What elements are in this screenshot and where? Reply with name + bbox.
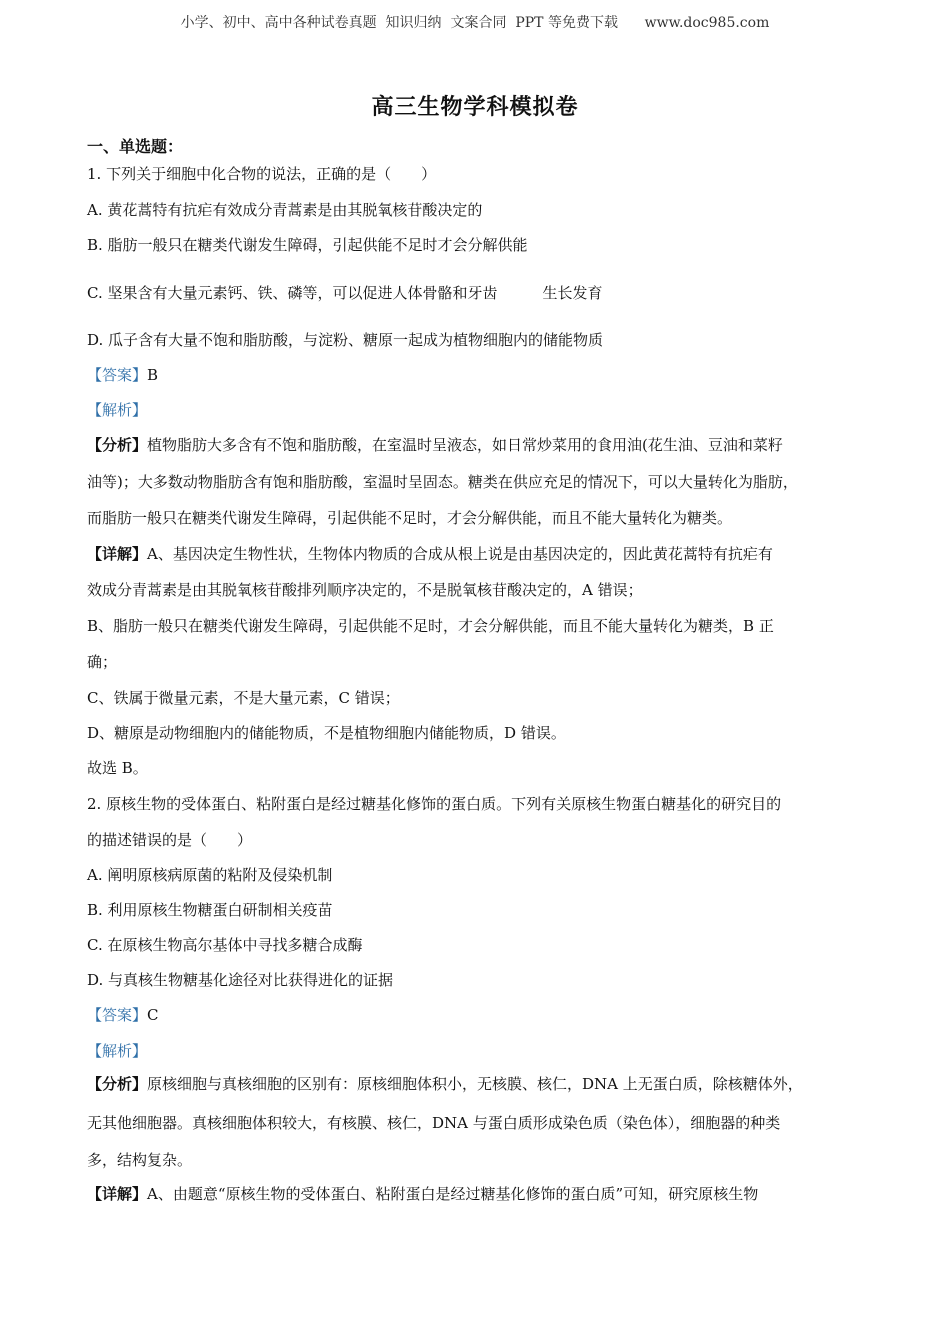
q1-option-d: D. 瓜子含有大量不饱和脂肪酸，与淀粉、糖原一起成为植物细胞内的储能物质 [87, 331, 604, 349]
answer-tag: 【答案】 [87, 366, 148, 384]
q1-option-b: B. 脂肪一般只在糖类代谢发生障碍，引起供能不足时才会分解供能 [87, 236, 528, 254]
detail-text: A、由题意“原核生物的受体蛋白、粘附蛋白是经过糖基化修饰的蛋白质”可知，研究原核生物 [147, 1185, 759, 1203]
q1-analysis-line: 油等)；大多数动物脂肪含有饱和脂肪酸，室温时呈固态。糖类在供应充足的情况下，可以大量转化为脂肪， [87, 473, 798, 491]
q2-stem: 的描述错误的是（ ） [87, 831, 253, 849]
q2-stem: 2. 原核生物的受体蛋白、粘附蛋白是经过糖基化修饰的蛋白质。下列有关原核生物蛋白糖基化的研究目的 [87, 795, 782, 813]
q1-option-a: A. 黄花蒿特有抗疟有效成分青蒿素是由其脱氧核苷酸决定的 [87, 201, 483, 219]
answer-tag: 【答案】 [87, 1006, 148, 1024]
q1-detail-line: 确； [87, 653, 118, 671]
q1-jiexi-tag: 【解析】 [87, 401, 148, 419]
detail-text: A、基因决定生物性状，生物体内物质的合成从根上说是由基因决定的，因此黄花蒿特有抗疟有 [147, 545, 773, 563]
q1-conclusion: 故选 B。 [87, 759, 148, 777]
page-header: 小学、初中、高中各种试卷真题 知识归纳 文案合同 PPT 等免费下载 www.doc985.com [180, 15, 770, 31]
answer-value: B [147, 366, 159, 384]
analysis-text: 植物脂肪大多含有不饱和脂肪酸，在室温时呈液态，如日常炒菜用的食用油(花生油、豆油和菜籽 [147, 436, 783, 454]
detail-tag: 【详解】 [87, 545, 148, 563]
q1-analysis-line: 而脂肪一般只在糖类代谢发生障碍，引起供能不足时，才会分解供能，而且不能大量转化为糖类。 [87, 509, 733, 527]
analysis-tag: 【分析】 [87, 1075, 148, 1093]
q1-option-c: C. 坚果含有大量元素钙、铁、磷等，可以促进人体骨骼和牙齿 生长发育 [87, 284, 603, 302]
detail-tag: 【详解】 [87, 1185, 148, 1203]
q2-analysis-line: 多，结构复杂。 [87, 1151, 193, 1169]
q1-detail-line: B、脂肪一般只在糖类代谢发生障碍，引起供能不足时，才会分解供能，而且不能大量转化为糖类，B 正 [87, 617, 774, 635]
q1-analysis-line [87, 438, 783, 453]
q1-detail-line: C、铁属于微量元素，不是大量元素，C 错误； [87, 689, 400, 707]
q2-option-b: B. 利用原核生物糖蛋白研制相关疫苗 [87, 901, 333, 919]
q1-detail-line: D、糖原是动物细胞内的储能物质，不是植物细胞内储能物质，D 错误。 [87, 724, 566, 742]
q1-answer [87, 368, 158, 383]
q2-option-c: C. 在原核生物高尔基体中寻找多糖合成酶 [87, 936, 363, 954]
page-title: 高三生物学科模拟卷 [371, 94, 579, 120]
analysis-tag: 【分析】 [87, 436, 148, 454]
analysis-text: 原核细胞与真核细胞的区别有：原核细胞体积小，无核膜、核仁，DNA 上无蛋白质，除核糖体外， [147, 1075, 803, 1093]
q2-analysis-line: 无其他细胞器。真核细胞体积较大，有核膜、核仁，DNA 与蛋白质形成染色质（染色体），细胞器的种类 [87, 1114, 781, 1132]
answer-value: C [147, 1006, 159, 1024]
q2-analysis-line [87, 1077, 803, 1092]
q1-stem: 1. 下列关于细胞中化合物的说法，正确的是（ ） [87, 165, 437, 183]
q2-detail-line [87, 1187, 758, 1202]
q1-detail-line: 效成分青蒿素是由其脱氧核苷酸排列顺序决定的，不是脱氧核苷酸决定的，A 错误； [87, 581, 643, 599]
section-heading: 一、单选题： [87, 137, 184, 156]
q1-detail-line [87, 547, 773, 562]
q2-option-a: A. 阐明原核病原菌的粘附及侵染机制 [87, 866, 333, 884]
q2-answer [87, 1008, 159, 1023]
q2-jiexi-tag: 【解析】 [87, 1042, 148, 1060]
q2-option-d: D. 与真核生物糖基化途径对比获得进化的证据 [87, 971, 394, 989]
